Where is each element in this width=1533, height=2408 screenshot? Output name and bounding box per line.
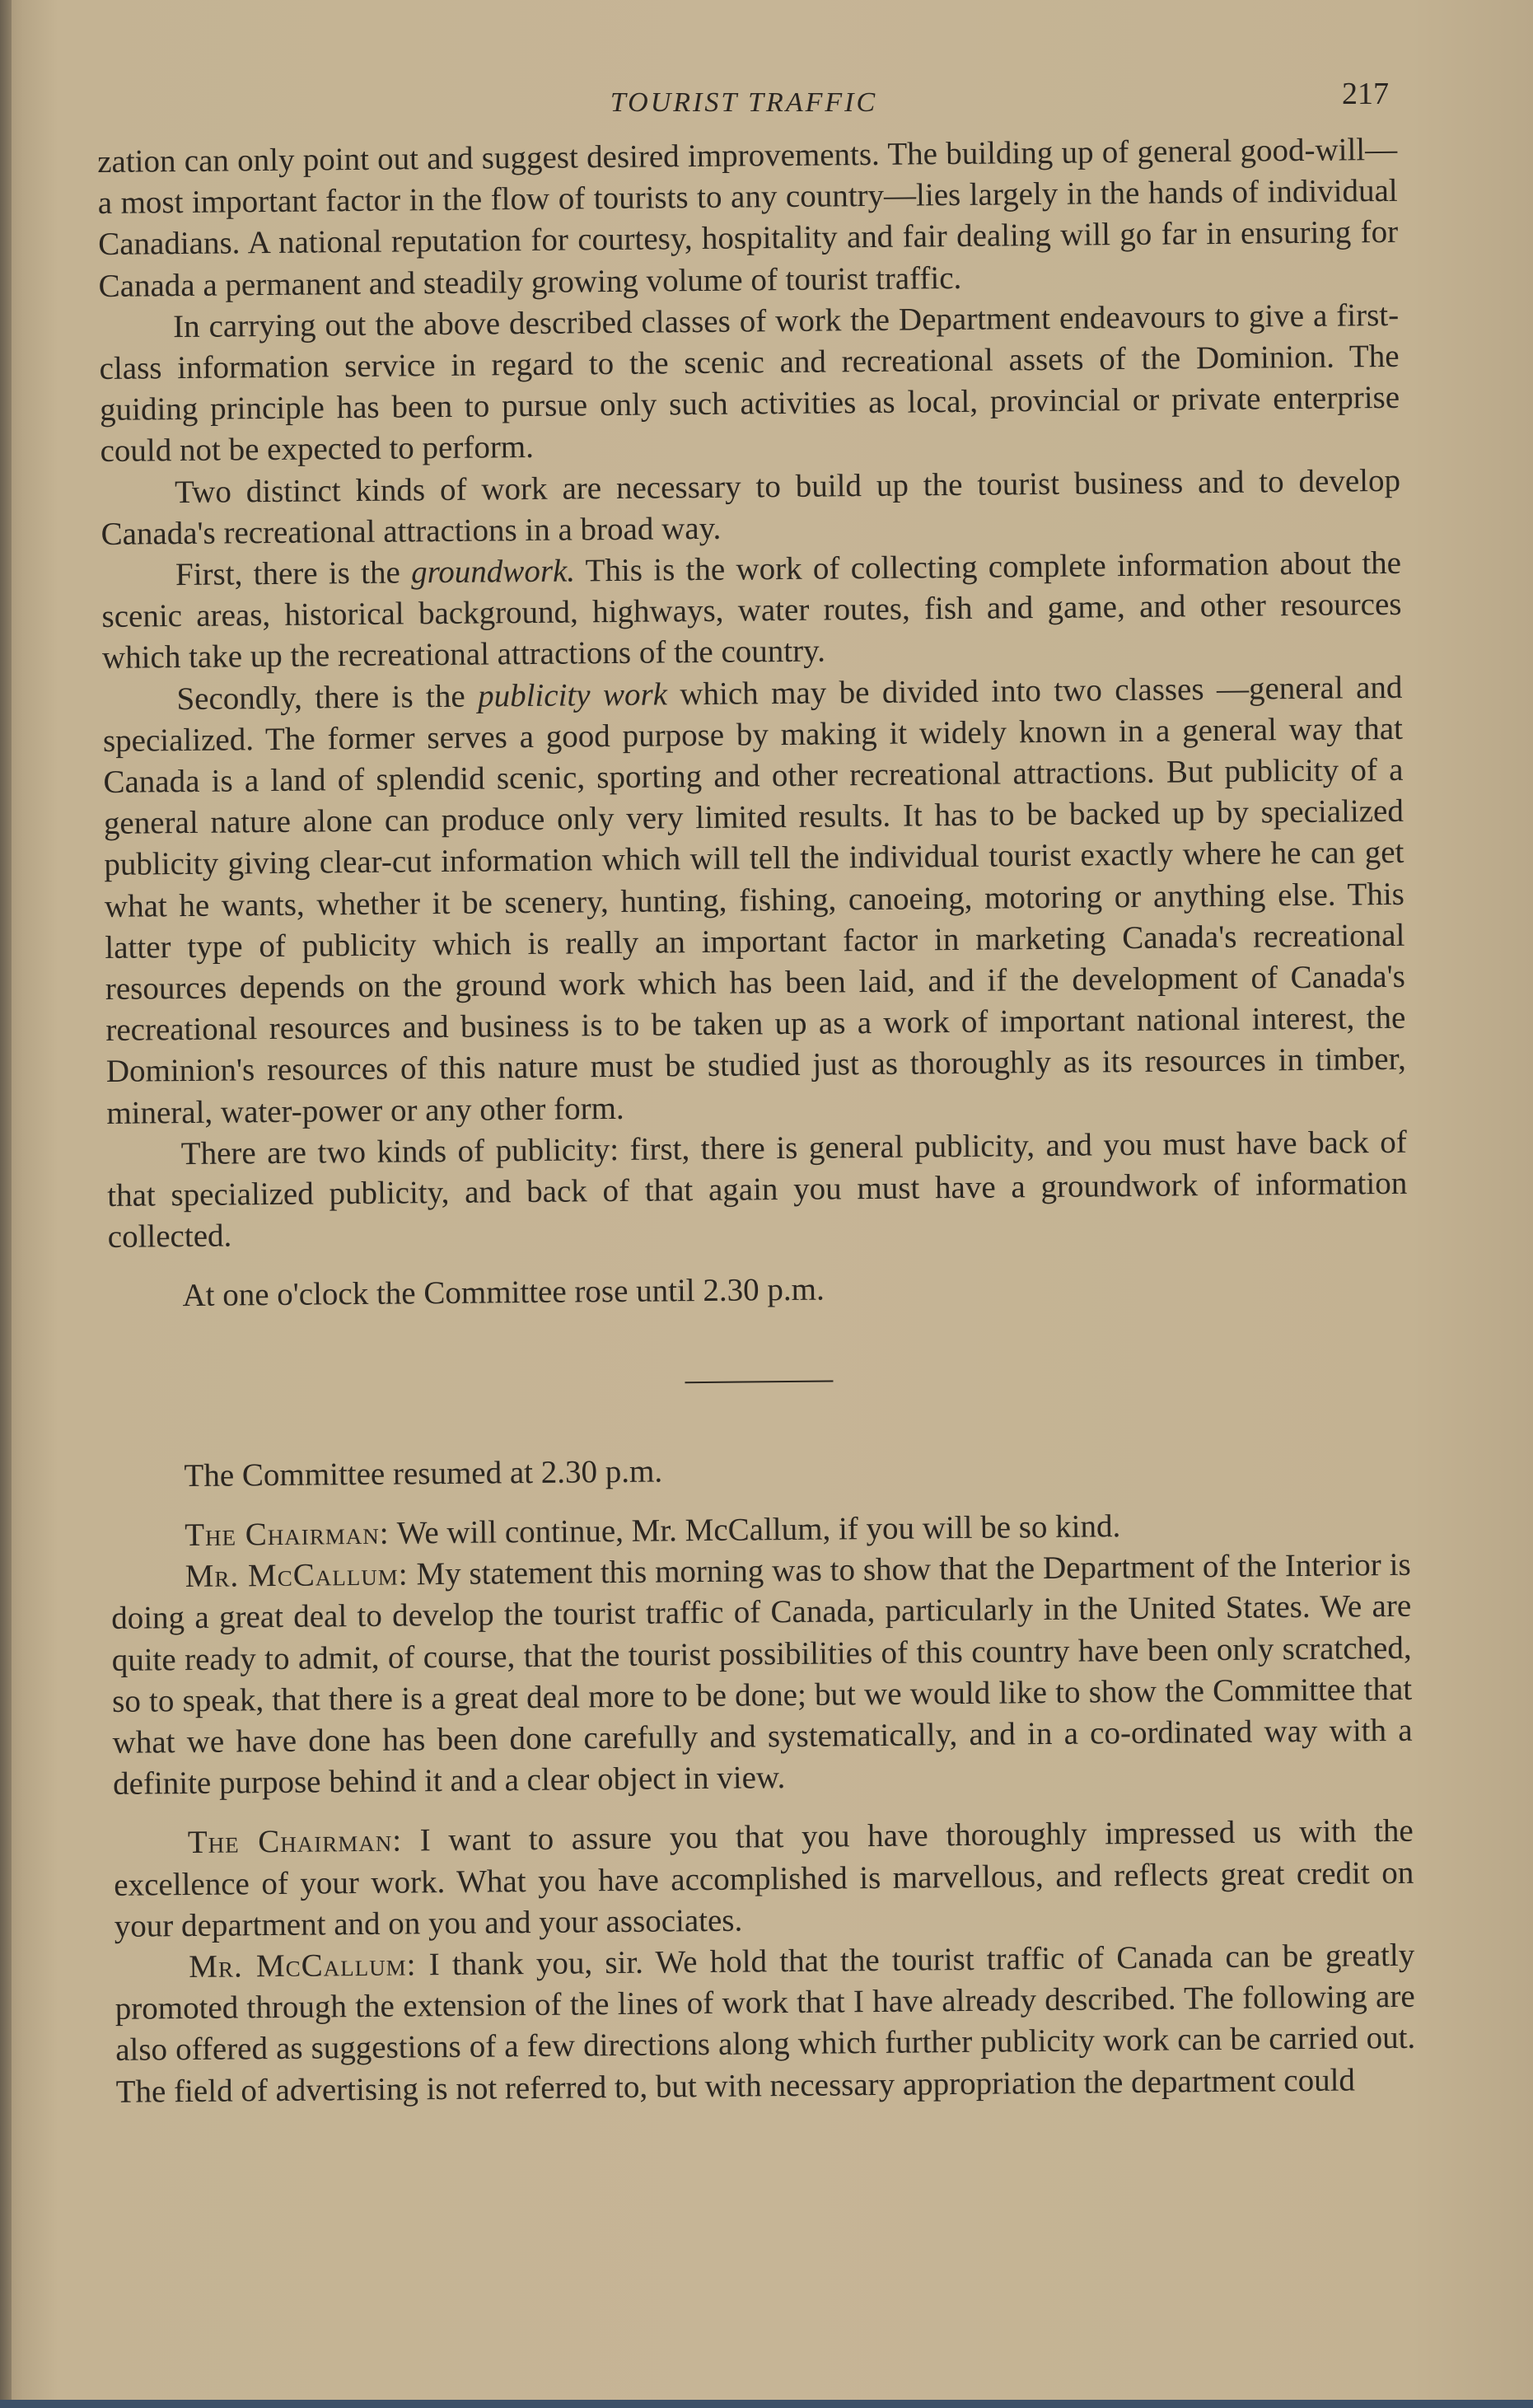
publicity-text-after: which may be divided into two classes —general and specialized. The former serves a good purpose by making it widely known in a general way that Canada is a land of splendid scenic, sporting and other recreational attractions. But publicity of a general nature alone can produce only very limited results. It has to be backed up by specialized publicity giving clear-cut information which will tell the individual tourist exactly where he can get what he wants, whether it be scenery, hunting, fishing, canoeing, motoring or anything else. This latter type of publicity which is really an important factor in marketing Canada's recreational resources depends on the ground work which has been laid, and if the development of Canada's recreational resources and business is to be taken up as a work of important national interest, the Dominion's resources of this nature must be studied just as thoroughly as its resources in timber, mineral, water-power or any other form. [102, 669, 1406, 1131]
speech-text: I want to assure you that you have thoroughly impressed us with the excellence of your work. What you have accomplished is marvellous, and reflects great credit on your department and on you and your associates. [114, 1813, 1414, 1944]
speaker-name: Mr. McCallum: [185, 1556, 409, 1595]
groundwork-text-after: This is the work of collecting complete information about the scenic areas, historical background, highways, water routes, fish and game, and other resources which take up the recreational attractions of the country. [101, 545, 1402, 676]
groundwork-text-before: First, there is the [175, 554, 412, 593]
page-header [99, 76, 1389, 125]
paragraph-two-kinds-of-work: Two distinct kinds of work are necessary to build up the tourist business and to develop Canada's recreational attractions in a broad way. [100, 462, 1401, 552]
running-title: TOURIST TRAFFIC [610, 87, 878, 118]
speaker-name: Mr. McCallum: [189, 1947, 417, 1985]
publicity-text-before: Secondly, there is the [176, 678, 479, 717]
paragraph-two-kinds-of-publicity: There are two kinds of publicity: first, there is general publicity, and you must have back of that specialized publicity, and back of that again you must have a groundwork of information collected. [107, 1124, 1408, 1255]
paragraph-department-work: In carrying out the above described classes of work the Department endeavours to give a first-class information service in regard to the scenic and recreational assets of the Dominion. The guiding principle has been to pursue only such activities as local, provincial or private enterprise could not be expected to perform. [99, 297, 1400, 470]
paragraph-groundwork [101, 543, 1402, 680]
speaker-name: The Chairman: [185, 1515, 390, 1553]
paragraph-continuation: zation can only point out and suggest desired improvements. The building up of general good-will—a most important factor in the flow of tourists to any country—lies largely in the hands of individual Canadians. A national reputation for courtesy, hospitality and fair dealing will go far in ensuring for Canada a permanent and steadily growing volume of tourist traffic. [97, 131, 1399, 304]
groundwork-emphasis: groundwork. [410, 553, 576, 591]
paragraph-committee-resumed: The Committee resumed at 2.30 p.m. [184, 1453, 663, 1494]
paragraph-chairman-assure [114, 1811, 1414, 1947]
speech-text: My statement this morning was to show that the Department of the Interior is doing a great deal to develop the tourist traffic of Canada, particularly in the United States. We are quite ready to admit, of course, that the tourist possibilities of this country have been only scratched, so to speak, that there is a great deal more to be done; but we would like to show the Committee that what we have done has been done carefully and systematically, and in a co-ordinated way with a definite purpose behind it and a clear object in view. [111, 1546, 1413, 1802]
paragraph-committee-rose: At one o'clock the Committee rose until 2.30 p.m. [182, 1272, 825, 1314]
page-number: 217 [1342, 77, 1389, 111]
paragraph-mccallum-statement [110, 1545, 1413, 1805]
section-divider [685, 1380, 833, 1383]
body-text [97, 129, 1416, 2113]
paragraph-publicity-work [102, 666, 1406, 1134]
speech-text: We will continue, Mr. McCallum, if you will be so kind. [389, 1508, 1121, 1551]
paragraph-mccallum-thanks [115, 1935, 1416, 2113]
speaker-name: The Chairman: [187, 1822, 403, 1861]
publicity-emphasis: publicity work [477, 676, 668, 714]
speech-text: I thank you, sir. We hold that the tourist traffic of Canada can be greatly promoted through the extension of the lines of work that I have already described. The following are also offered as suggestions of a few directions along which further publicity work can be carried out. The field of advertising is not referred to, but with necessary appropriation the department could [115, 1937, 1416, 2110]
